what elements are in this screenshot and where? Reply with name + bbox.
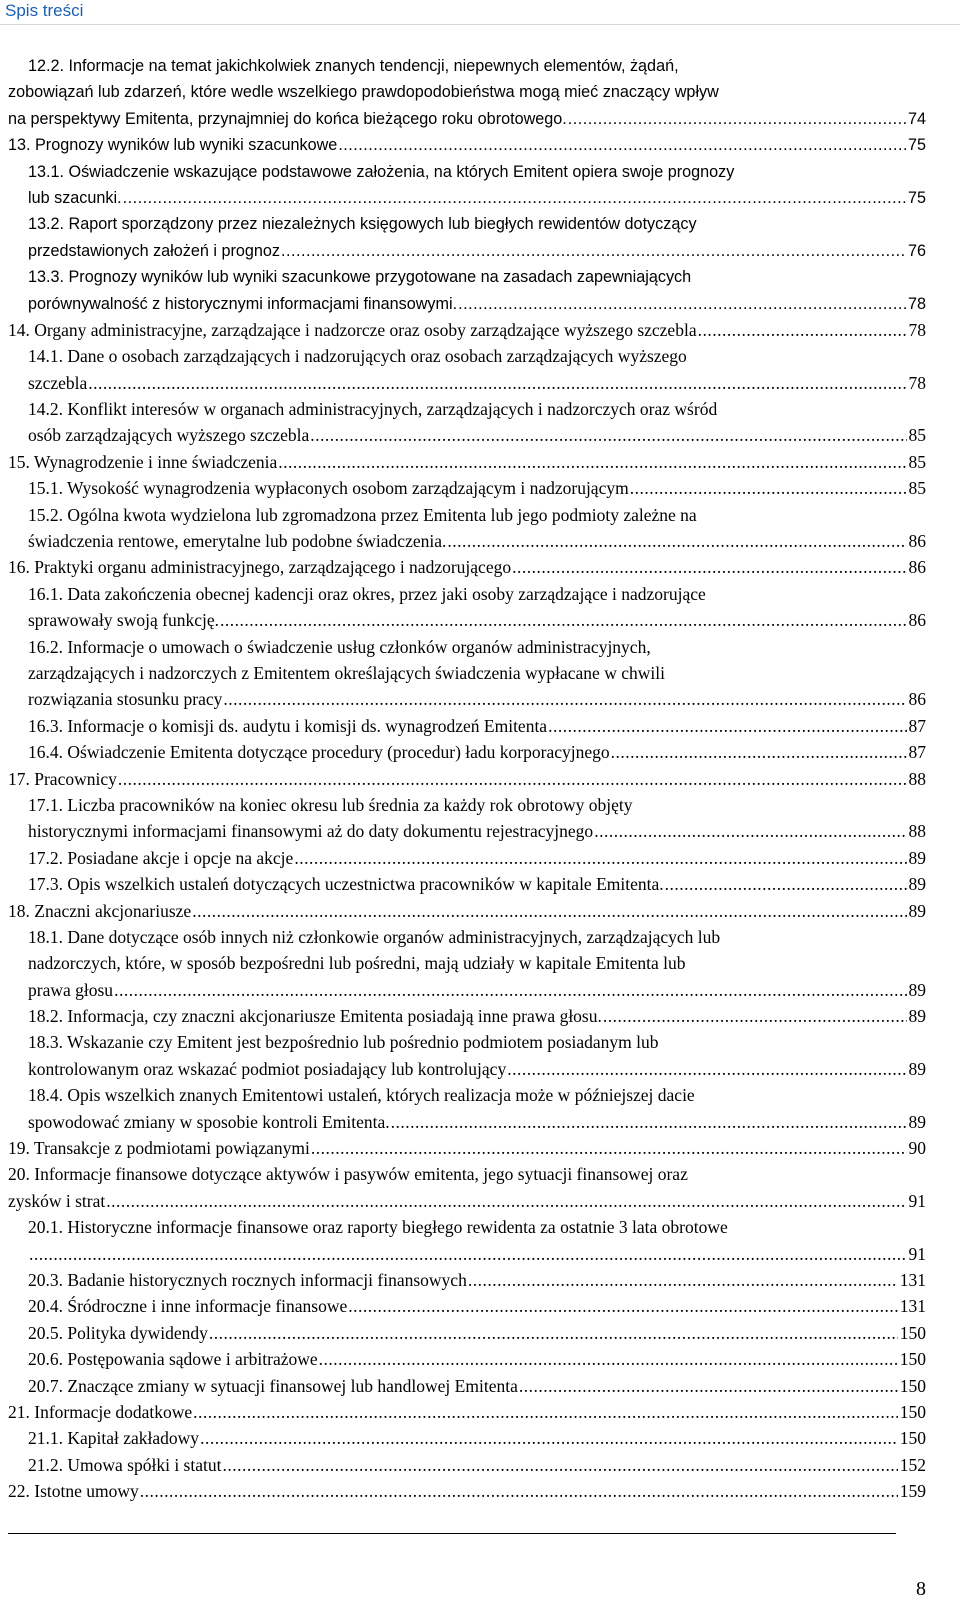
toc-leader-dots [665, 871, 926, 897]
toc-entry[interactable] [0, 792, 960, 818]
toc-leader-dots [391, 1109, 926, 1135]
toc-entry-page: 90 [907, 1135, 927, 1161]
toc-entry-page: 159 [898, 1478, 926, 1504]
toc-entry[interactable] [0, 1320, 960, 1346]
toc-entry-title: 20.4. Śródroczne i inne informacje finansowe [28, 1293, 348, 1319]
toc-entry-page: 89 [907, 977, 927, 1003]
toc-entry-title: spowodować zmiany w sposobie kontroli Emitenta. [28, 1109, 391, 1135]
toc-entry-page: 89 [907, 898, 927, 924]
toc-entry[interactable] [0, 211, 960, 237]
toc-leader-dots [519, 1373, 926, 1399]
toc-entry[interactable] [0, 422, 960, 448]
toc-entry-page: 91 [907, 1241, 927, 1267]
toc-leader-dots [630, 475, 926, 501]
toc-leader-dots [447, 528, 926, 554]
toc-leader-dots [106, 1188, 926, 1214]
toc-entry-page: 75 [906, 132, 926, 158]
toc-entry-title: 21. Informacje dodatkowe [8, 1399, 193, 1425]
toc-entry-page: 78 [907, 370, 927, 396]
toc-entry-title: 13. Prognozy wyników lub wyniki szacunkowe [8, 132, 338, 158]
toc-entry[interactable] [0, 449, 960, 475]
toc-leader-dots [319, 1346, 926, 1372]
toc-entry[interactable] [0, 1161, 960, 1187]
toc-leader-dots [603, 1003, 926, 1029]
toc-entry-title: 13.1. Oświadczenie wskazujące podstawowe założenia, na których Emitent opiera swoje prognozy [28, 162, 735, 181]
toc-entry-page: 89 [907, 1109, 927, 1135]
toc-entry-title: 16. Praktyki organu administracyjnego, zarządzającego i nadzorującego [8, 554, 512, 580]
toc-entry[interactable] [0, 1478, 960, 1504]
toc-entry-title: osób zarządzających wyższego szczebla [28, 422, 310, 448]
toc-entry-title: nadzorczych, które, w sposób bezpośredni lub pośredni, mają udziały w kapitale Emitenta lub [28, 953, 686, 974]
toc-entry[interactable] [0, 1214, 960, 1240]
toc-entry[interactable] [0, 79, 960, 105]
toc-entry-page: 150 [898, 1320, 926, 1346]
toc-entry[interactable] [0, 713, 960, 739]
toc-leader-dots [294, 845, 926, 871]
toc-entry[interactable] [0, 1082, 960, 1108]
toc-entry-title: 16.4. Oświadczenie Emitenta dotyczące procedury (procedur) ładu korporacyjnego [28, 739, 611, 765]
toc-entry[interactable] [0, 977, 960, 1003]
toc-leader-dots [594, 818, 926, 844]
toc-entry[interactable] [0, 132, 960, 158]
toc-entry-title: zysków i strat [8, 1188, 106, 1214]
toc-entry-title: zobowiązań lub zdarzeń, które wedle wszelkiego prawdopodobieństwa mogą mieć znaczący wpływ [8, 83, 719, 102]
toc-entry-title: 12.2. Informacje na temat jakichkolwiek znanych tendencji, niepewnych elementów, żądań, [28, 57, 679, 75]
toc-entry-page: 87 [907, 739, 927, 765]
toc-entry-page: 89 [907, 845, 927, 871]
toc-entry-title: 13.2. Raport sporządzony przez niezależnych księgowych lub biegłych rewidentów dotyczący [28, 215, 697, 234]
toc-leader-dots [311, 1135, 926, 1161]
toc-entry-title: 15. Wynagrodzenie i inne świadczenia [8, 449, 278, 475]
toc-entry[interactable] [0, 1003, 960, 1029]
toc-entry-page: 86 [907, 686, 927, 712]
toc-leader-dots [118, 766, 926, 792]
toc-entry-page: 86 [907, 554, 927, 580]
toc-entry-page: 78 [907, 317, 927, 343]
toc-entry[interactable] [0, 106, 960, 132]
toc-entry[interactable] [0, 502, 960, 528]
toc-leader-dots [348, 1293, 926, 1319]
toc-leader-dots [209, 1320, 926, 1346]
toc-entry-title: 20.3. Badanie historycznych rocznych informacji finansowych [28, 1267, 468, 1293]
toc-entry-title: 17.3. Opis wszelkich ustaleń dotyczących uczestnictwa pracowników w kapitale Emitenta. [28, 871, 665, 897]
toc-entry[interactable] [0, 264, 960, 290]
toc-entry-title: 21.2. Umowa spółki i statut [28, 1452, 222, 1478]
toc-entry-title: porównywalność z historycznymi informacjami finansowymi. [28, 291, 458, 317]
toc-leader-dots [223, 686, 926, 712]
toc-entry-page: 74 [906, 106, 926, 132]
page-number: 8 [916, 1578, 926, 1600]
toc-entry-page: 76 [906, 238, 926, 264]
toc-entry-page: 86 [907, 607, 927, 633]
toc-entry-page: 89 [907, 1003, 927, 1029]
toc-entry[interactable] [0, 660, 960, 686]
toc-entry[interactable] [0, 1109, 960, 1135]
toc-leader-dots [281, 238, 926, 264]
toc-entry-page: 88 [907, 818, 927, 844]
toc-entry-title: 16.3. Informacje o komisji ds. audytu i komisji ds. wynagrodzeń Emitenta [28, 713, 548, 739]
toc-entry[interactable] [0, 1452, 960, 1478]
toc-leader-dots [220, 607, 926, 633]
toc-entry-title: 20. Informacje finansowe dotyczące aktywów i pasywów emitenta, jego sytuacji finansowej oraz [8, 1164, 688, 1185]
toc-entry-title: sprawowały swoją funkcję. [28, 607, 220, 633]
toc-entry-title: 20.6. Postępowania sądowe i arbitrażowe [28, 1346, 319, 1372]
toc-entry-title: 18. Znaczni akcjonariusze [8, 898, 192, 924]
toc-entry-page: 150 [898, 1373, 926, 1399]
toc-leader-dots [114, 977, 926, 1003]
toc-entry-page: 150 [898, 1425, 926, 1451]
toc-entry-page: 78 [906, 291, 926, 317]
toc-leader-dots [338, 132, 926, 158]
toc-entry-title: historycznymi informacjami finansowymi aż do daty dokumentu rejestracyjnego [28, 818, 594, 844]
toc-entry[interactable] [0, 871, 960, 897]
toc-link[interactable]: Spis treści [5, 1, 84, 20]
toc-entry-title: 18.2. Informacja, czy znaczni akcjonariusze Emitenta posiadają inne prawa głosu. [28, 1003, 603, 1029]
toc-entry[interactable] [0, 1293, 960, 1319]
toc-entry-title: 16.1. Data zakończenia obecnej kadencji oraz okres, przez jaki osoby zarządzające i nadzorujące [28, 583, 706, 604]
toc-entry-title: 22. Istotne umowy [8, 1478, 140, 1504]
toc-entry[interactable] [0, 581, 960, 607]
toc-leader-dots [698, 317, 926, 343]
toc-leader-dots [568, 106, 926, 132]
toc-entry-page: 91 [907, 1188, 927, 1214]
toc-entry-title: 20.1. Historyczne informacje finansowe oraz raporty biegłego rewidenta za ostatnie 3 lata obrotowe [28, 1217, 728, 1238]
toc-entry[interactable] [0, 396, 960, 422]
toc-leader-dots [193, 1399, 926, 1425]
toc-entry-title: lub szacunki. [28, 185, 123, 211]
toc-entry[interactable] [0, 159, 960, 185]
toc-leader-dots [29, 1241, 926, 1267]
toc-leader-dots [88, 370, 926, 396]
toc-entry[interactable] [0, 898, 960, 924]
toc-entry[interactable] [0, 1267, 960, 1293]
toc-entry-page: 150 [898, 1346, 926, 1372]
toc-entry-page: 88 [907, 766, 927, 792]
toc-entry-title: 16.2. Informacje o umowach o świadczenie usług członków organów administracyjnych, [28, 636, 651, 657]
toc-entry-title: 17.1. Liczba pracowników na koniec okresu lub średnia za każdy rok obrotowy objęty [28, 794, 633, 815]
toc-entry-title: rozwiązania stosunku pracy [28, 686, 223, 712]
toc-entry-page: 89 [907, 1056, 927, 1082]
toc-leader-dots [512, 554, 926, 580]
toc-entry[interactable] [0, 845, 960, 871]
toc-entry-title: 14.1. Dane o osobach zarządzających i nadzorujących oraz osobach zarządzających wyższego [28, 346, 687, 367]
toc-leader-dots [611, 739, 926, 765]
toc-entry-page: 150 [898, 1399, 926, 1425]
toc-entry[interactable] [0, 924, 960, 950]
table-of-contents [0, 53, 960, 1504]
toc-entry-page: 75 [906, 185, 926, 211]
toc-entry-title: 20.5. Polityka dywidendy [28, 1320, 209, 1346]
toc-entry-page: 131 [898, 1267, 926, 1293]
toc-entry[interactable] [0, 1241, 960, 1267]
toc-entry[interactable] [0, 238, 960, 264]
toc-entry-title: 18.3. Wskazanie czy Emitent jest bezpośrednio lub pośrednio podmiotem posiadanym lub [28, 1032, 659, 1053]
toc-entry[interactable] [0, 739, 960, 765]
toc-entry-title: 20.7. Znaczące zmiany w sytuacji finansowej lub handlowej Emitenta [28, 1373, 519, 1399]
toc-entry[interactable] [0, 1425, 960, 1451]
toc-entry-title: prawa głosu [28, 977, 114, 1003]
toc-leader-dots [548, 713, 926, 739]
toc-entry[interactable] [0, 343, 960, 369]
toc-entry[interactable] [0, 53, 960, 79]
toc-entry-title: kontrolowanym oraz wskazać podmiot posiadający lub kontrolujący [28, 1056, 507, 1082]
toc-entry[interactable] [0, 686, 960, 712]
toc-entry-page: 86 [907, 528, 927, 554]
toc-entry-page: 87 [907, 713, 927, 739]
toc-leader-dots [192, 898, 926, 924]
toc-entry-page: 131 [898, 1293, 926, 1319]
toc-entry-title: 13.3. Prognozy wyników lub wyniki szacunkowe przygotowane na zasadach zapewniających [28, 268, 692, 287]
toc-entry-title: zarządzających i nadzorczych z Emitentem określających świadczenia wypłacane w chwili [28, 662, 665, 683]
toc-entry[interactable] [0, 607, 960, 633]
toc-entry-title: na perspektywy Emitenta, przynajmniej do końca bieżącego roku obrotowego. [8, 106, 568, 132]
toc-entry-title: świadczenia rentowe, emerytalne lub podobne świadczenia. [28, 528, 447, 554]
toc-entry[interactable] [0, 1188, 960, 1214]
toc-entry[interactable] [0, 554, 960, 580]
toc-entry[interactable] [0, 950, 960, 976]
toc-leader-dots [458, 291, 926, 317]
toc-entry-title: 15.1. Wysokość wynagrodzenia wypłaconych osobom zarządzającym i nadzorującym [28, 475, 630, 501]
footer-rule [8, 1533, 896, 1534]
toc-leader-dots [507, 1056, 926, 1082]
toc-leader-dots [310, 422, 926, 448]
toc-entry-title: 14. Organy administracyjne, zarządzające i nadzorcze oraz osoby zarządzające wyższego szczebla [8, 317, 698, 343]
toc-leader-dots [140, 1478, 926, 1504]
toc-entry[interactable] [0, 1029, 960, 1055]
toc-entry-title: 15.2. Ogólna kwota wydzielona lub zgromadzona przez Emitenta lub jego podmioty zależne na [28, 504, 697, 525]
toc-entry-title: szczebla [28, 370, 88, 396]
toc-entry[interactable] [0, 291, 960, 317]
toc-entry[interactable] [0, 317, 960, 343]
toc-entry-title: przedstawionych założeń i prognoz [28, 238, 281, 264]
toc-entry[interactable] [0, 370, 960, 396]
toc-entry[interactable] [0, 1135, 960, 1161]
toc-entry-page: 85 [907, 449, 927, 475]
toc-entry[interactable] [0, 634, 960, 660]
toc-entry-page: 85 [907, 422, 927, 448]
toc-entry[interactable] [0, 1399, 960, 1425]
top-bar [0, 0, 960, 25]
toc-entry-title: 17. Pracownicy [8, 766, 118, 792]
toc-entry-title: 18.4. Opis wszelkich znanych Emitentowi ustaleń, których realizacja może w późniejszej dacie [28, 1085, 695, 1106]
toc-leader-dots [123, 185, 926, 211]
toc-entry-title: 19. Transakcje z podmiotami powiązanymi [8, 1135, 311, 1161]
toc-entry-page: 89 [907, 871, 927, 897]
toc-entry-title: 21.1. Kapitał zakładowy [28, 1425, 200, 1451]
toc-entry-page: 152 [898, 1452, 926, 1478]
toc-entry-title: 18.1. Dane dotyczące osób innych niż członkowie organów administracyjnych, zarządzających lub [28, 926, 721, 947]
toc-entry[interactable] [0, 766, 960, 792]
toc-entry-title: 14.2. Konflikt interesów w organach administracyjnych, zarządzających i nadzorczych oraz wśród [28, 399, 718, 420]
toc-entry[interactable] [0, 1373, 960, 1399]
toc-leader-dots [278, 449, 926, 475]
toc-entry[interactable] [0, 1056, 960, 1082]
toc-entry[interactable] [0, 185, 960, 211]
toc-entry-page: 85 [907, 475, 927, 501]
toc-entry[interactable] [0, 475, 960, 501]
toc-entry[interactable] [0, 818, 960, 844]
toc-leader-dots [468, 1267, 926, 1293]
toc-entry[interactable] [0, 1346, 960, 1372]
toc-leader-dots [222, 1452, 926, 1478]
toc-entry[interactable] [0, 528, 960, 554]
toc-entry-title: 17.2. Posiadane akcje i opcje na akcje [28, 845, 294, 871]
toc-leader-dots [200, 1425, 926, 1451]
